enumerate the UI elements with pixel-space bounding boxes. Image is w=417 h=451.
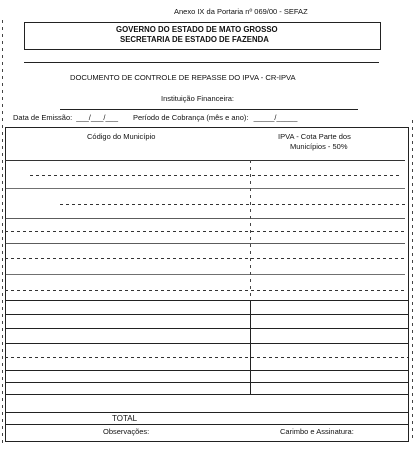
- right-margin-guide: [412, 120, 413, 440]
- table-row: [5, 328, 408, 329]
- observations-label: Observações:: [103, 427, 150, 436]
- left-margin-guide: [2, 20, 3, 445]
- total-row-top: [5, 412, 408, 413]
- column-header-ipva-line1: IPVA - Cota Parte dos: [278, 132, 351, 141]
- table-top-border: [5, 127, 408, 128]
- table-bottom-border: [5, 441, 408, 442]
- total-label: TOTAL: [112, 414, 138, 423]
- period-field[interactable]: _____/_____: [253, 113, 298, 122]
- column-divider-upper: [250, 160, 251, 300]
- table-row: [5, 357, 408, 358]
- stamp-signature-label: Carimbo e Assinatura:: [280, 427, 354, 436]
- table-right-border: [408, 127, 409, 442]
- table-row: [5, 290, 405, 291]
- secretariat-name: SECRETARIA DE ESTADO DE FAZENDA: [120, 35, 269, 44]
- table-row: [5, 231, 405, 232]
- government-name: GOVERNO DO ESTADO DE MATO GROSSO: [116, 25, 278, 34]
- table-row: [5, 382, 408, 383]
- table-row: [5, 160, 405, 161]
- emission-row: [13, 114, 118, 122]
- government-header-box: [24, 22, 381, 50]
- document-title: DOCUMENTO DE CONTROLE DE REPASSE DO IPVA - CR-IPVA: [70, 73, 296, 82]
- table-row: [5, 258, 405, 259]
- table-row: [5, 243, 405, 244]
- emission-label: Data de Emissão:: [13, 113, 73, 122]
- table-row: [5, 300, 408, 301]
- table-row: [5, 188, 405, 189]
- table-row: [5, 370, 408, 371]
- header-separator: [24, 62, 379, 63]
- emission-date-field[interactable]: ___/___/___: [76, 113, 119, 122]
- column-header-municipality-code: Código do Município: [87, 132, 156, 141]
- column-header-ipva-line2: Municípios - 50%: [290, 142, 348, 151]
- table-row: [60, 204, 405, 205]
- table-row: [5, 343, 408, 344]
- annex-reference: Anexo IX da Portaria nº 069/00 - SEFAZ: [174, 7, 308, 16]
- institution-label: Instituição Financeira:: [161, 94, 234, 103]
- institution-line: [60, 109, 358, 110]
- period-label: Período de Cobrança (mês e ano):: [133, 113, 249, 122]
- total-row-bottom: [5, 424, 408, 425]
- table-row: [30, 175, 400, 176]
- table-row: [5, 394, 408, 395]
- period-row: [133, 114, 297, 122]
- table-row: [5, 314, 408, 315]
- table-row: [5, 218, 405, 219]
- table-row: [5, 274, 405, 275]
